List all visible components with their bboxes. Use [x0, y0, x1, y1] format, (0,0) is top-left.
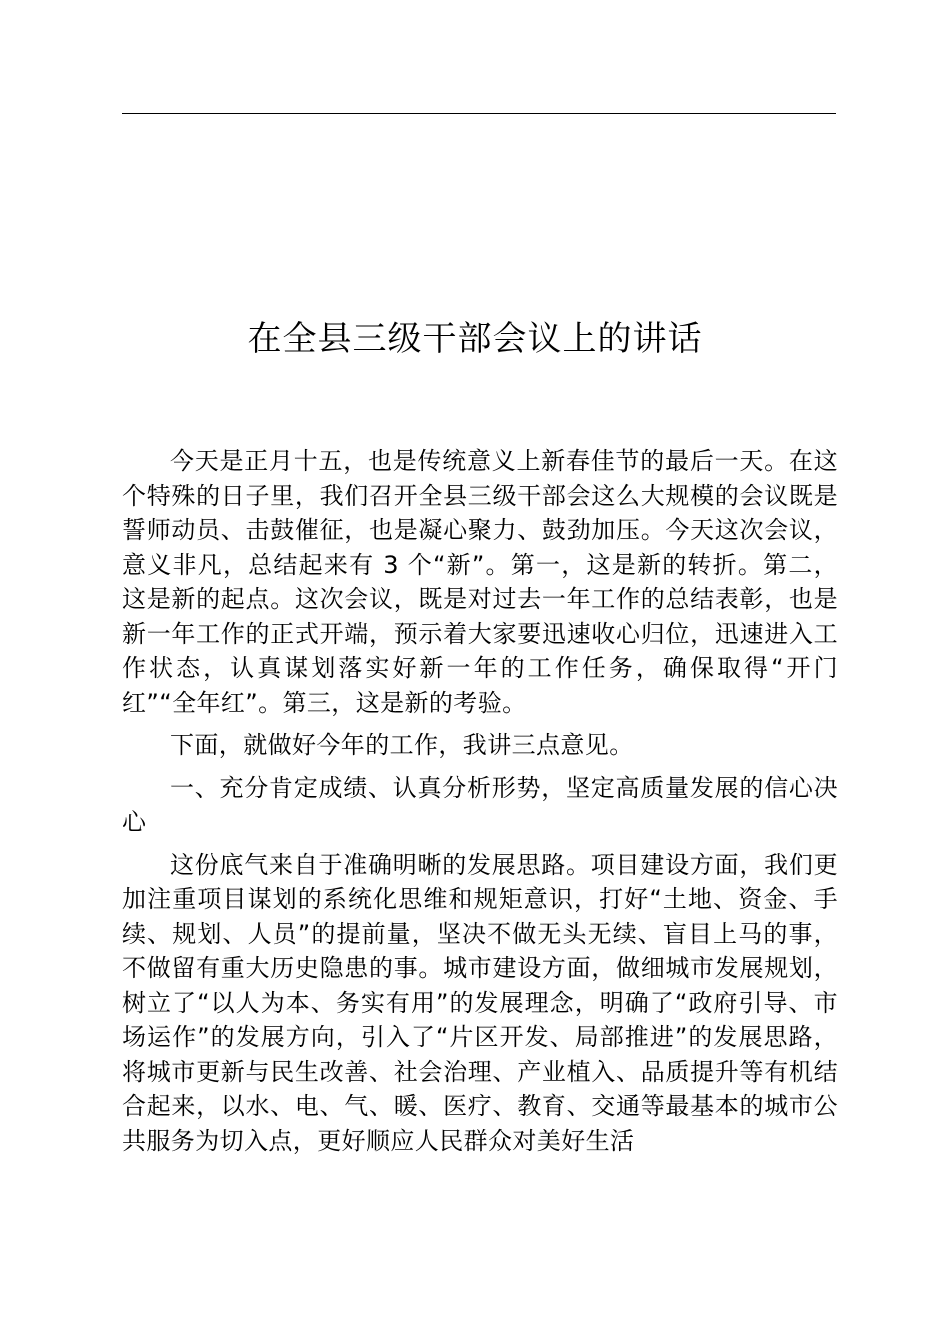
document-title: 在全县三级干部会议上的讲话	[247, 319, 703, 359]
header-rule	[122, 113, 836, 114]
document-body	[122, 444, 838, 1166]
paragraph-intro-opinions: 下面，就做好今年的工作，我讲三点意见。	[170, 731, 634, 759]
paragraph-development-approach: 这份底气来自于准确明晰的发展思路。项目建设方面，我们更加注重项目谋划的系统化思维和规矩意识，打好“土地、资金、手续、规划、人员”的提前量，坚决不做无头无续、盲目上马的事，不做留有重大历史隐患的事。城市建设方面，做细城市发展规划，树立了“以人为本、务实有用”的发展理念，明确了“政府引导、市场运作”的发展方向，引入了“片区开发、局部推进”的发展思路，将城市更新与民生改善、社会治理、产业植入、品质提升等有机结合起来，以水、电、气、暖、医疗、教育、交通等最基本的城市公共服务为切入点，更好顺应人民群众对美好生活	[122, 850, 839, 1155]
section-heading-1: 一、充分肯定成绩、认真分析形势，坚定高质量发展的信心决心	[122, 773, 838, 836]
paragraph-opening: 今天是正月十五，也是传统意义上新春佳节的最后一天。在这个特殊的日子里，我们召开全县三级干部会这么大规模的会议既是誓师动员、击鼓催征，也是凝心聚力、鼓劲加压。今天这次会议，意义非凡，总结起来有 3 个“新”。第一，这是新的转折。第二，这是新的起点。这次会议，既是对过去一年工作的总结表彰，也是新一年工作的正式开端，预示着大家要迅速收心归位，迅速进入工作状态，认真谋划落实好新一年的工作任务，确保取得“开门红”“全年红”。第三，这是新的考验。	[122, 447, 838, 717]
